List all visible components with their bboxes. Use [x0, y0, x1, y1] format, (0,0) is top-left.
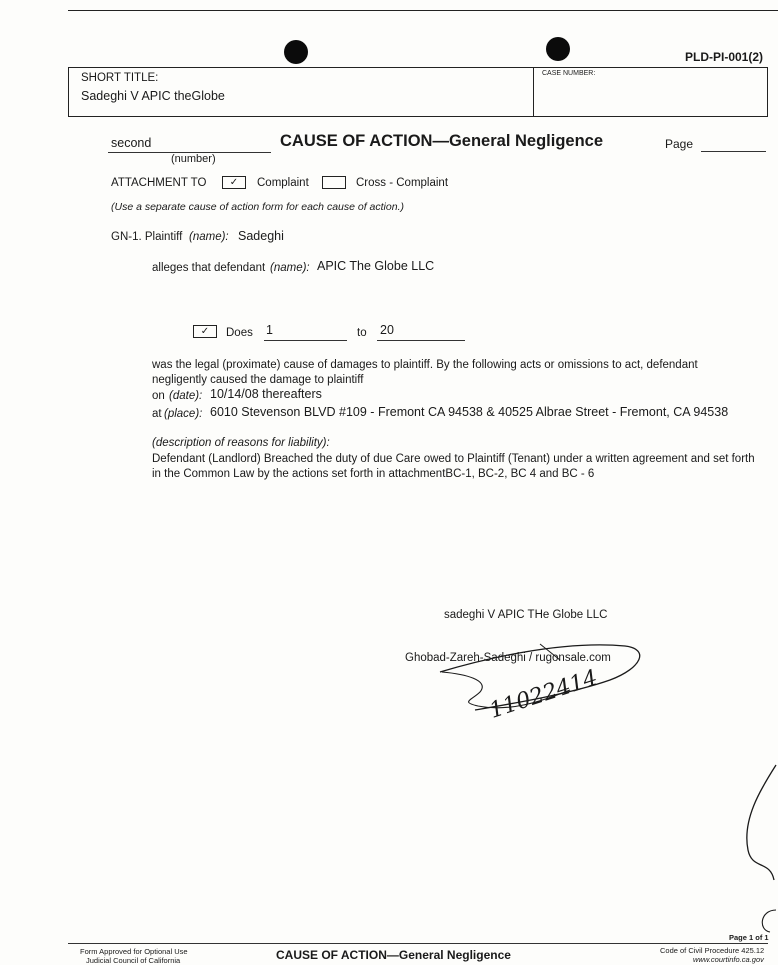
does-to-underline: [377, 340, 465, 341]
to-label: to: [357, 327, 367, 339]
gn1-prefix: GN-1. Plaintiff: [111, 231, 183, 243]
footer-site: www.courtinfo.ca.gov: [693, 955, 764, 964]
defendant-name-label: (name):: [270, 262, 310, 274]
cause-number-caption: (number): [171, 153, 216, 165]
does-checkbox[interactable]: ✓: [193, 325, 217, 338]
footer-title: CAUSE OF ACTION—General Negligence: [276, 948, 511, 962]
footer-rule: [68, 943, 768, 944]
case-number-label: CASE NUMBER:: [542, 70, 596, 77]
place-value: 6010 Stevenson BLVD #109 - Fremont CA 94538 & 40525 Albrae Street - Fremont, CA 94538: [210, 405, 729, 419]
complaint-checkbox[interactable]: ✓: [222, 176, 246, 189]
description-line-2: in the Common Law by the actions set forth in attachmentBC-1, BC-2, BC 4 and BC - 6: [152, 468, 595, 480]
margin-scrawl: [730, 760, 778, 950]
short-title-value: Sadeghi V APIC theGlobe: [81, 89, 225, 103]
footer-code: Code of Civil Procedure 425.12: [660, 946, 765, 955]
at-label: at: [152, 408, 162, 420]
attachment-label: ATTACHMENT TO: [111, 177, 207, 189]
page-underline: [701, 151, 766, 152]
page-title: CAUSE OF ACTION—General Negligence: [280, 132, 604, 150]
date-value: 10/14/08 thereafters: [210, 387, 322, 401]
on-label: on: [152, 390, 165, 402]
place-label: (place):: [164, 408, 203, 420]
alleges-text: alleges that defendant: [152, 262, 266, 274]
page-label: Page: [665, 137, 694, 151]
does-from-value: 1: [266, 323, 273, 337]
complaint-label: Complaint: [257, 177, 309, 189]
footer-approved-line: Form Approved for Optional Use: [80, 947, 188, 956]
cause-number-value: second: [111, 136, 152, 150]
header-divider: [533, 67, 534, 117]
form-number: PLD-PI-001(2): [685, 50, 764, 64]
defendant-name: APIC The Globe LLC: [317, 259, 435, 273]
does-label: Does: [226, 327, 253, 339]
footer-council-line: Judicial Council of California: [86, 956, 181, 965]
cross-complaint-checkbox[interactable]: [322, 176, 346, 189]
signature-handwritten-number: 11022414: [486, 665, 601, 724]
footer-page: Page 1 of 1: [729, 933, 769, 942]
cross-complaint-label: Cross - Complaint: [356, 177, 449, 189]
date-label: (date):: [169, 390, 203, 402]
body-line-1: was the legal (proximate) cause of damages to plaintiff. By the following acts or omissions to act, defendant: [152, 359, 698, 371]
does-from-underline: [264, 340, 347, 341]
plaintiff-name: Sadeghi: [238, 229, 284, 243]
does-to-value: 20: [380, 323, 394, 337]
instruction-text: (Use a separate cause of action form for each cause of action.): [111, 201, 404, 213]
punch-hole-left: [284, 40, 308, 64]
short-title-label: SHORT TITLE:: [81, 72, 159, 84]
description-line-1: Defendant (Landlord) Breached the duty of due Care owed to Plaintiff (Tenant) under a written agreement and set forth: [152, 453, 755, 465]
signature-name-line: Ghobad-Zareh-Sadeghi / rugonsale.com: [405, 652, 611, 664]
body-line-2: negligently caused the damage to plaintiff: [152, 374, 364, 386]
description-label: (description of reasons for liability):: [152, 437, 330, 449]
plaintiff-name-label: (name):: [189, 231, 229, 243]
top-border-line: [68, 10, 778, 11]
signature-case-line: sadeghi V APIC THe Globe LLC: [444, 609, 608, 621]
punch-hole-right: [546, 37, 570, 61]
signature-scrawl: [420, 630, 660, 730]
